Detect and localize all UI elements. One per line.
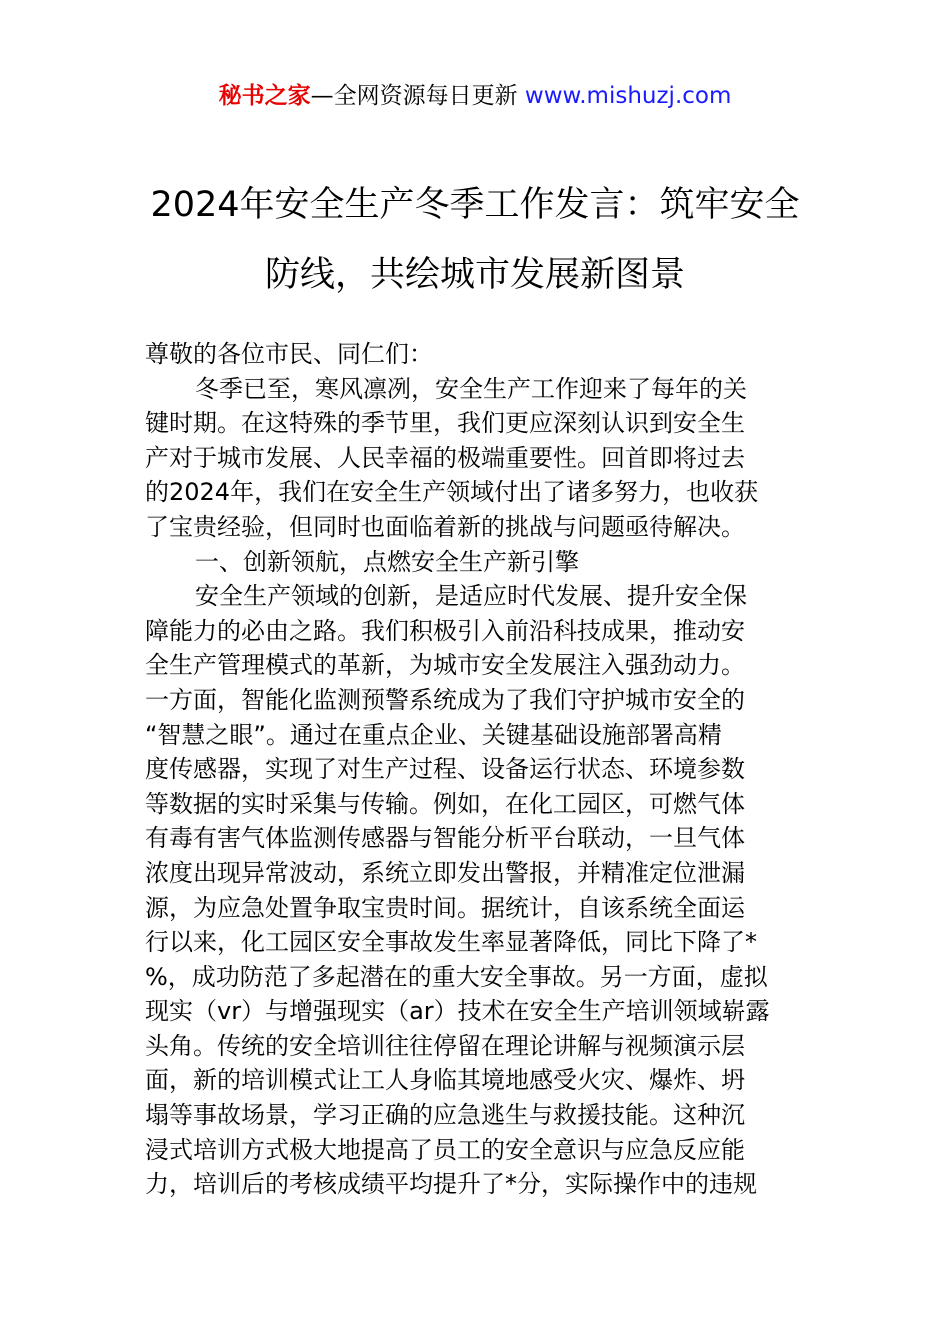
paragraph-line: 冬季已至，寒风凛冽，安全生产工作迎来了每年的关 [195,374,747,403]
document-body [145,337,809,1202]
paragraph-line: 头角。传统的安全培训往往停留在理论讲解与视频演示层 [145,1031,745,1060]
title-line-1: 2024年安全生产冬季工作发言：筑牢安全 [150,185,800,225]
brand-name: 秘书之家 [218,83,311,109]
paragraph-line: 了宝贵经验，但同时也面临着新的挑战与问题亟待解决。 [145,512,745,541]
title-line-2: 防线，共绘城市发展新图景 [264,255,685,295]
paragraph-line: 塌等事故场景，学习正确的应急逃生与救援技能。这种沉 [145,1101,745,1130]
header-tagline: —全网资源每日更新 [310,83,525,109]
paragraph-line: 障能力的必由之路。我们积极引入前沿科技成果，推动安 [145,616,745,645]
paragraph-line: “智慧之眼”。通过在重点企业、关键基础设施部署高精 [145,720,722,749]
paragraph-line: 力，培训后的考核成绩平均提升了*分，实际操作中的违规 [145,1170,757,1199]
paragraph-line: 的2024年，我们在安全生产领域付出了诸多努力，也收获 [145,478,759,507]
site-url-link[interactable]: www.mishuzj.com [524,83,732,109]
paragraph-line: 现实（vr）与增强现实（ar）技术在安全生产培训领域崭露 [145,997,770,1026]
paragraph-line: 面，新的培训模式让工人身临其境地感受火灾、爆炸、坍 [145,1066,745,1095]
document-title [145,170,805,310]
paragraph-line: 键时期。在这特殊的季节里，我们更应深刻认识到安全生 [145,409,745,438]
paragraph-line: %，成功防范了多起潜在的重大安全事故。另一方面，虚拟 [145,962,768,991]
paragraph-line: 产对于城市发展、人民幸福的极端重要性。回首即将过去 [145,443,745,472]
salutation: 尊敬的各位市民、同仁们： [145,340,433,368]
paragraph-line: 全生产管理模式的革新，为城市安全发展注入强劲动力。 [145,651,745,680]
paragraph-line: 源，为应急处置争取宝贵时间。据统计，自该系统全面运 [145,893,745,922]
paragraph-line: 一方面，智能化监测预警系统成为了我们守护城市安全的 [145,685,745,714]
paragraph-line: 等数据的实时采集与传输。例如，在化工园区，可燃气体 [145,789,745,818]
paragraph-line: 安全生产领域的创新，是适应时代发展、提升安全保 [195,582,747,611]
paragraph-line: 浓度出现异常波动，系统立即发出警报，并精准定位泄漏 [145,858,745,887]
paragraph-line: 浸式培训方式极大地提高了员工的安全意识与应急反应能 [145,1135,745,1164]
paragraph-line: 有毒有害气体监测传感器与智能分析平台联动，一旦气体 [145,824,745,853]
paragraph-line: 度传感器，实现了对生产过程、设备运行状态、环境参数 [145,755,745,784]
paragraph-line: 行以来，化工园区安全事故发生率显著降低，同比下降了* [145,928,757,957]
section-heading: 一、创新领航，点燃安全生产新引擎 [195,547,579,576]
site-header [0,78,950,114]
